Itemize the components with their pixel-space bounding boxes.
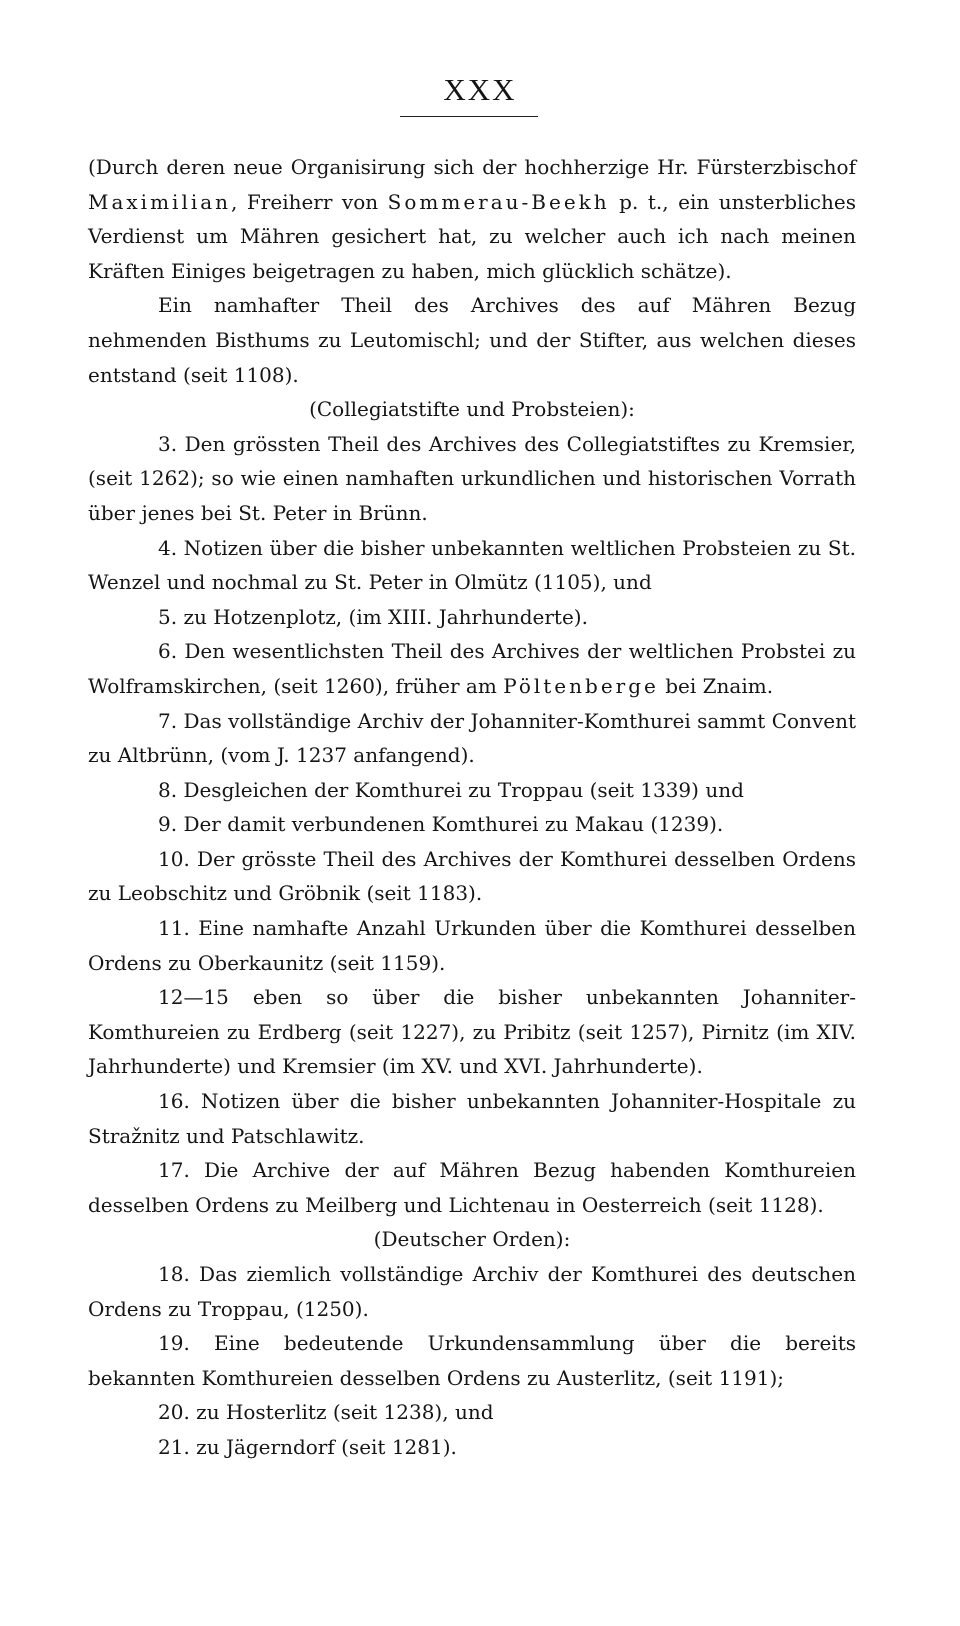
list-item-5: 5. zu Hotzenplotz, (im XIII. Jahrhunderte). [158,604,588,629]
page-number: XXX [443,72,517,107]
text-run: p. t., ein unsterbliches Verdienst um Mähren gesichert hat, zu welcher auch ich nach meinen Kräften Einiges beigetragen zu haben, mich glücklich schätze). [88,189,856,283]
paragraph-continued [88,150,856,288]
list-item-19: 19. Eine bedeutende Urkundensammlung über die bereits bekannten Komthureien desselben Ordens zu Austerlitz, (seit 1191); [88,1331,856,1390]
list-item-4: 4. Notizen über die bisher unbekannten weltlichen Probsteien zu St. Wenzel und nochmal zu St. Peter in Olmütz (1105), und [88,535,856,595]
text-run: , Freiherr von [231,189,388,214]
list-item-10: 10. Der grösste Theil des Archives der Komthurei desselben Ordens zu Leobschitz und Gröbnik (seit 1183). [88,846,856,906]
body-text [88,150,856,1465]
place-poeltenberge: Pöltenberge [503,673,659,698]
name-maximilian: Maximilian [88,189,232,214]
list-item-11: 11. Eine namhafte Anzahl Urkunden über die Komthurei desselben Ordens zu Oberkaunitz (seit 1159). [88,916,856,975]
list-item-18: 18. Das ziemlich vollständige Archiv der Komthurei des deutschen Ordens zu Troppau, (1250). [88,1262,856,1321]
list-item-9: 9. Der damit verbundenen Komthurei zu Makau (1239). [158,812,724,837]
section-heading-collegiatstifte: (Collegiatstifte und Probsteien): [309,397,635,422]
list-item-8: 8. Desgleichen der Komthurei zu Troppau (seit 1339) und [158,777,744,802]
list-item-17: 17. Die Archive der auf Mähren Bezug habenden Komthureien desselben Ordens zu Meilberg und Lichtenau in Oesterreich (seit 1128). [88,1158,856,1217]
paragraph-bisthum: Ein namhafter Theil des Archives des auf Mähren Bezug nehmenden Bisthums zu Leutomischl; und der Stifter, aus welchen dieses entstand (seit 1108). [88,293,856,387]
text-run: (Durch deren neue Organisirung sich der hochherzige Hr. Fürsterzbischof [88,155,856,179]
list-item-7: 7. Das vollständige Archiv der Johanniter-Komthurei sammt Convent zu Altbrünn, (vom J. 1237 anfangend). [88,708,856,768]
list-item-21: 21. zu Jägerndorf (seit 1281). [158,1434,457,1459]
list-item-6 [88,634,856,703]
list-item-3: 3. Den grössten Theil des Archives des Collegiatstiftes zu Kremsier, (seit 1262); so wie einen namhaften urkundlichen und historischen Vorrath über jenes bei St. Peter in Brünn. [88,431,856,525]
list-item-12-15: 12—15 eben so über die bisher unbekannten Johanniter-Komthureien zu Erdberg (seit 1227), zu Pribitz (seit 1257), Pirnitz (im XIV. Jahrhunderte) und Kremsier (im XV. und XVI. Jahrhunderte). [88,985,856,1079]
header-rule [400,116,538,117]
list-item-16: 16. Notizen über die bisher unbekannten Johanniter-Hospitale zu Stražnitz und Patschlawitz. [88,1089,856,1148]
list-item-20: 20. zu Hosterlitz (seit 1238), und [158,1400,494,1425]
text-run: bei Znaim. [658,673,774,698]
text-run: 6. Den wesentlichsten Theil des Archives der weltlichen Probstei zu Wolframskirchen, (seit 1260), früher am [88,639,856,698]
name-sommerau-beekh: Sommerau-Beekh [387,189,610,214]
section-heading-deutscher-orden: (Deutscher Orden): [373,1227,571,1252]
